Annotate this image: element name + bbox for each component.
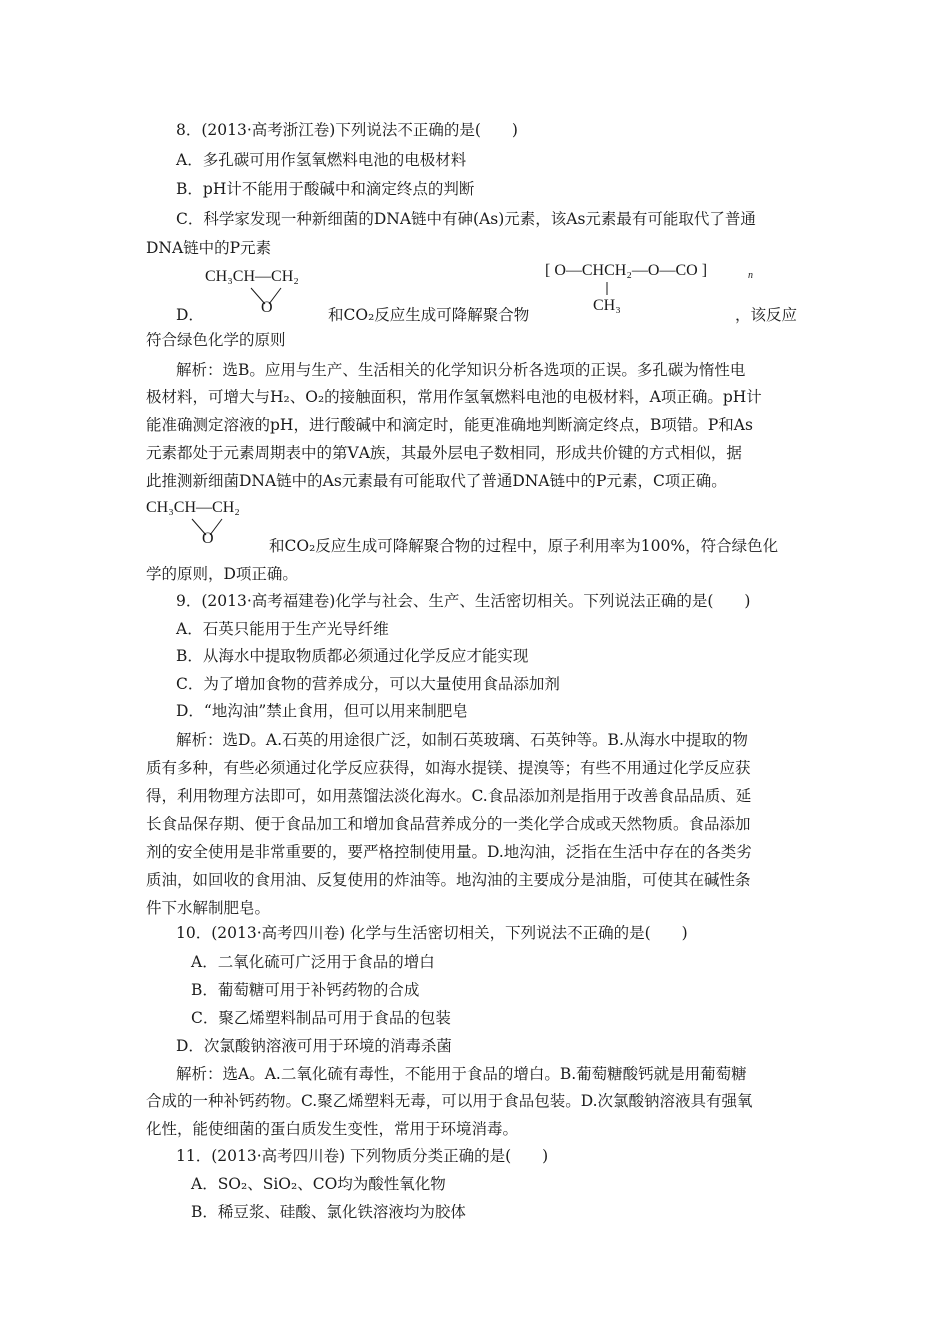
q9-option-b: B．从海水中提取物质都必须通过化学反应才能实现 bbox=[176, 647, 529, 665]
q9-analysis-line: 解析：选D。A.石英的用途很广泛，如制石英玻璃、石英钟等。B.从海水中提取的物 bbox=[176, 731, 748, 749]
q10-option-d: D．次氯酸钠溶液可用于环境的消毒杀菌 bbox=[176, 1037, 452, 1055]
epoxide-formula bbox=[205, 268, 325, 318]
q8-option-b: B．pH计不能用于酸碱中和滴定终点的判断 bbox=[176, 180, 475, 198]
polymer-branch-bond bbox=[545, 262, 755, 318]
polymer-branch-ch3: CH₃ bbox=[593, 297, 621, 314]
q10-option-c: C．聚乙烯塑料制品可用于食品的包装 bbox=[191, 1009, 451, 1027]
epoxide-oxygen: O bbox=[202, 530, 214, 547]
q8-option-d-text: 和CO₂反应生成可降解聚合物 bbox=[328, 306, 530, 324]
q8-analysis-line: 学的原则，D项正确。 bbox=[146, 565, 298, 583]
q11-option-b: B．稀豆浆、硅酸、氯化铁溶液均为胶体 bbox=[191, 1203, 466, 1221]
q8-stem: 8．(2013·高考浙江卷)下列说法不正确的是( ) bbox=[176, 121, 518, 139]
q10-stem: 10．(2013·高考四川卷) 化学与生活密切相关，下列说法不正确的是( ) bbox=[176, 924, 688, 942]
q11-option-a: A．SO₂、SiO₂、CO均为酸性氧化物 bbox=[191, 1175, 446, 1193]
q9-analysis-line: 剂的安全使用是非常重要的，要严格控制使用量。D.地沟油，泛指在生活中存在的各类劣 bbox=[146, 843, 752, 861]
epoxide-structure-2 bbox=[146, 499, 266, 549]
epoxide-chain: CH₃CH—CH₂ bbox=[205, 268, 299, 285]
q9-analysis-line: 长食品保存期、便于食品加工和增加食品营养成分的一类化学合成或天然物质。食品添加 bbox=[146, 815, 751, 833]
q9-option-a: A．石英只能用于生产光导纤维 bbox=[176, 620, 389, 638]
q9-stem: 9．(2013·高考福建卷)化学与社会、生产、生活密切相关。下列说法正确的是( ) bbox=[176, 592, 751, 610]
q8-option-d-tail: ，该反应 bbox=[735, 306, 798, 324]
q9-option-d: D．“地沟油”禁止食用，但可以用来制肥皂 bbox=[176, 702, 468, 720]
polymer-chain: [ O—CHCH₂—O—CO ] bbox=[545, 262, 708, 279]
q8-analysis-line: 元素都处于元素周期表中的第ⅤA族，其最外层电子数相同，形成共价键的方式相似，据 bbox=[146, 444, 742, 462]
q8-option-d-cont: 符合绿色化学的原则 bbox=[146, 331, 286, 349]
q10-analysis-line: 合成的一种补钙药物。C.聚乙烯塑料无毒，可以用于食品包装。D.次氯酸钠溶液具有强氧 bbox=[146, 1092, 753, 1110]
q9-analysis-line: 得，利用物理方法即可，如用蒸馏法淡化海水。C.食品添加剂是指用于改善食品品质、延 bbox=[146, 787, 752, 805]
polymer-subscript-n: n bbox=[748, 270, 753, 281]
q8-option-d-label: D． bbox=[176, 306, 204, 324]
epoxide-oxygen: O bbox=[261, 299, 273, 316]
q10-analysis-line: 解析：选A。A.二氧化硫有毒性，不能用于食品的增白。B.葡萄糖酸钙就是用葡萄糖 bbox=[176, 1065, 747, 1083]
q8-analysis-line: 此推测新细菌DNA链中的As元素最有可能取代了普通DNA链中的P元素，C项正确。 bbox=[146, 472, 727, 490]
q8-analysis-line: 极材料，可增大与H₂、O₂的接触面积，常用作氢氧燃料电池的电极材料，A项正确。pH计 bbox=[146, 388, 762, 406]
q10-option-b: B．葡萄糖可用于补钙药物的合成 bbox=[191, 981, 420, 999]
q8-analysis-line: 解析：选B。应用与生产、生活相关的化学知识分析各选项的正误。多孔碳为惰性电 bbox=[176, 361, 746, 379]
polymer-structure bbox=[545, 262, 755, 318]
q8-option-c: C．科学家发现一种新细菌的DNA链中有砷(As)元素，该As元素最有可能取代了普通 bbox=[176, 210, 756, 228]
q8-option-c-cont: DNA链中的P元素 bbox=[146, 239, 272, 257]
q10-option-a: A．二氧化硫可广泛用于食品的增白 bbox=[191, 953, 435, 971]
q8-analysis-line: 能准确测定溶液的pH，进行酸碱中和滴定时，能更准确地判断滴定终点，B项错。P和As bbox=[146, 416, 753, 434]
q8-option-a: A．多孔碳可用作氢氧燃料电池的电极材料 bbox=[176, 151, 467, 169]
q9-analysis-line: 件下水解制肥皂。 bbox=[146, 899, 271, 917]
q9-option-c: C．为了增加食物的营养成分，可以大量使用食品添加剂 bbox=[176, 675, 560, 693]
q10-analysis-line: 化性，能使细菌的蛋白质发生变性，常用于环境消毒。 bbox=[146, 1120, 519, 1138]
q8-analysis-line: 和CO₂反应生成可降解聚合物的过程中，原子利用率为100%，符合绿色化 bbox=[269, 537, 779, 555]
q11-stem: 11．(2013·高考四川卷) 下列物质分类正确的是( ) bbox=[176, 1147, 549, 1165]
epoxide-structure bbox=[205, 268, 325, 318]
q9-analysis-line: 质油，如回收的食用油、反复使用的炸油等。地沟油的主要成分是油脂，可使其在碱性条 bbox=[146, 871, 751, 889]
epoxide-chain: CH₃CH—CH₂ bbox=[146, 499, 240, 516]
q9-analysis-line: 质有多种，有些必须通过化学反应获得，如海水提镁、提溴等；有些不用通过化学反应获 bbox=[146, 759, 751, 777]
